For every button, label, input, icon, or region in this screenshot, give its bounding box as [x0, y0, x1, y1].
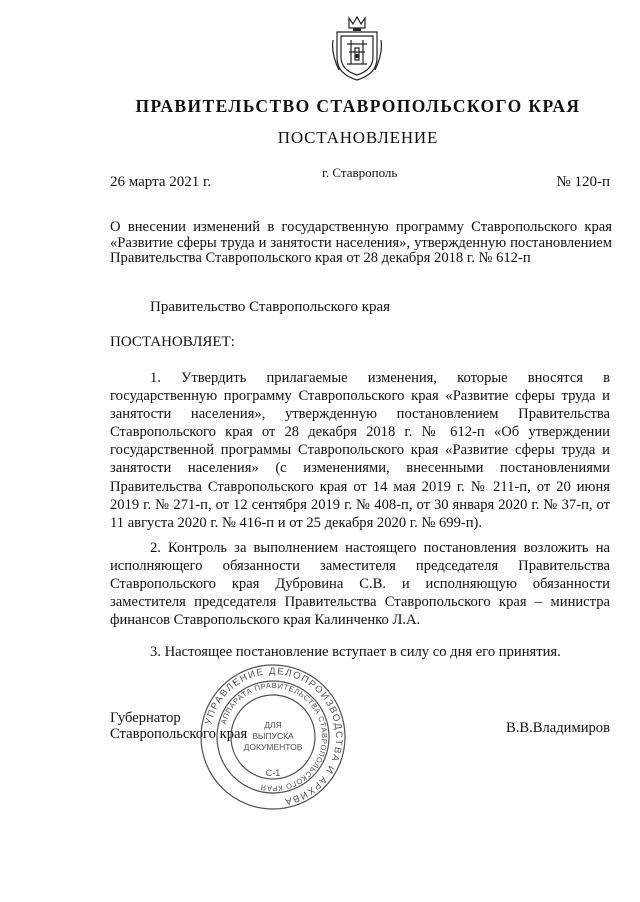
stamp-outer-text: УПРАВЛЕНИЕ ДЕЛОПРОИЗВОДСТВА И АРХИВА — [203, 665, 345, 808]
stamp-middle-text: АППАРАТА ПРАВИТЕЛЬСТВА СТАВРОПОЛЬСКОГО КРАЯ — [218, 680, 330, 794]
signatory-title-line2: Ставропольского края — [110, 726, 248, 742]
signatory-name: В.В.Владимиров — [505, 720, 610, 736]
paragraph-2: 2. Контроль за выполнением настоящего постановления возложить на исполняющего обязанности заместителя председателя Правительства Ставропольского края Дубровина С.В. и исполняющую обязанности заместителя председателя Правительства Ставропольского края – министра финансов Ставропольского края Калинченко Л.А. — [110, 540, 610, 629]
document-subject: О внесении изменений в государственную программу Ставропольского края «Развитие сферы труда и занятости населения», утвержденную постановлением Правительства Ставропольского края от 28 декабря 2018 г. № 612-п — [110, 219, 612, 266]
organization-title: ПРАВИТЕЛЬСТВО СТАВРОПОЛЬСКОГО КРАЯ — [135, 96, 581, 116]
paragraph-1: 1. Утвердить прилагаемые изменения, которые вносятся в государственную программу Ставропольского края «Развитие сферы труда и занятости населения», утвержденную постановлением Правительства Ставропольского края от 28 декабря 2018 г. № 612-п «Об утверждении государственной программы Ставропольского края «Развитие сферы труда и занятости населения» (с изменениями, внесенными постановлениями Правительства Ставропольского края от 14 мая 2019 г. № 211-п, от 20 июня 2019 г. № 271-п, от 12 сентября 2019 г. № 408-п, от 30 января 2020 г. № 37-п, от 11 августа 2020 г. № 416-п и от 25 декабря 2020 г. № 699-п). — [110, 370, 610, 531]
document-date: 26 марта 2021 г. — [110, 174, 212, 190]
signatory-title-line1: Губернатор — [110, 710, 181, 726]
stamp-code: С-1 — [265, 768, 281, 778]
stamp-center-line1: ДЛЯ — [264, 720, 282, 730]
city: г. Ставрополь — [322, 165, 398, 180]
preamble: Правительство Ставропольского края — [150, 299, 391, 315]
official-stamp — [198, 662, 348, 812]
coat-of-arms-icon — [329, 14, 385, 84]
document-number: № 120-п — [556, 174, 610, 190]
paragraph-3: 3. Настоящее постановление вступает в силу со дня его принятия. — [150, 644, 561, 660]
stamp-center-line2: ВЫПУСКА — [252, 731, 294, 741]
decree-word: ПОСТАНОВЛЯЕТ: — [110, 334, 235, 350]
stamp-center-line3: ДОКУМЕНТОВ — [243, 742, 303, 752]
document-type: ПОСТАНОВЛЕНИЕ — [277, 128, 439, 147]
